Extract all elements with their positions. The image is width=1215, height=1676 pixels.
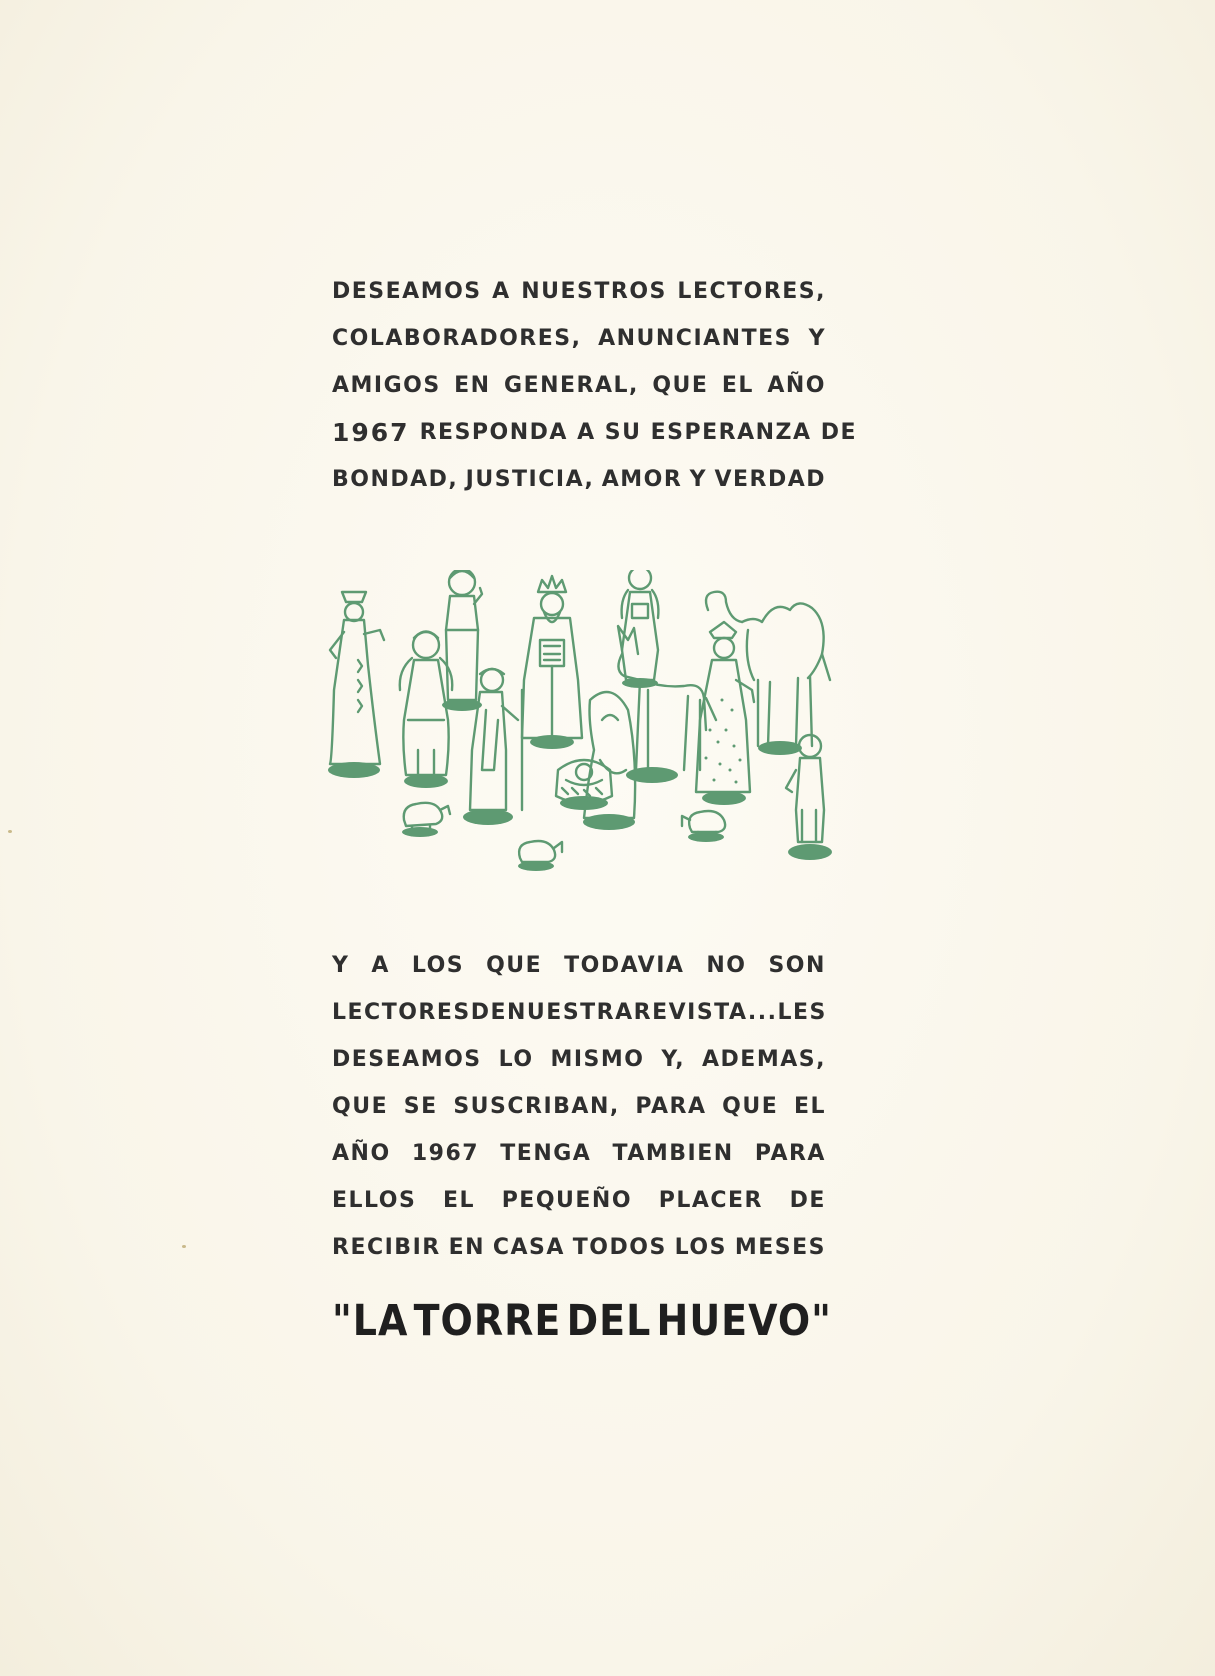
word: QUE bbox=[486, 953, 543, 978]
word: BONDAD, bbox=[332, 467, 459, 492]
word: LOS bbox=[674, 1235, 727, 1260]
paper-speck bbox=[8, 830, 12, 833]
word: EL bbox=[442, 1188, 476, 1213]
word: NUESTROS bbox=[521, 279, 667, 304]
paper-speck bbox=[182, 1245, 186, 1248]
word: 1967 bbox=[411, 1141, 480, 1166]
word: MISMO bbox=[550, 1047, 645, 1072]
word: DE bbox=[470, 1000, 508, 1025]
word: ADEMAS, bbox=[702, 1047, 826, 1072]
text-line bbox=[332, 1177, 826, 1224]
word: EN bbox=[454, 373, 491, 398]
year-highlight: 1967 bbox=[332, 418, 410, 447]
word-group: RESPONDA A SU ESPERANZA DE bbox=[419, 420, 857, 445]
word: LECTORES, bbox=[677, 279, 826, 304]
title-word: DEL bbox=[566, 1296, 652, 1346]
word: QUE bbox=[722, 1094, 779, 1119]
word: LECTORES bbox=[332, 1000, 471, 1025]
word: A bbox=[371, 953, 390, 978]
word: Y bbox=[808, 326, 826, 351]
word: MESES bbox=[734, 1235, 826, 1260]
word: CASA bbox=[492, 1235, 565, 1260]
word: TODOS bbox=[572, 1235, 667, 1260]
word: Y bbox=[689, 467, 708, 492]
text-line bbox=[332, 989, 826, 1036]
word: AMOR bbox=[601, 467, 683, 492]
title-word: "LA bbox=[332, 1296, 409, 1346]
text-line bbox=[332, 409, 857, 456]
word: EN bbox=[448, 1235, 486, 1260]
magazine-title bbox=[332, 1296, 832, 1345]
word: GENERAL, bbox=[504, 373, 639, 398]
word: TENGA bbox=[500, 1141, 592, 1166]
word: SUSCRIBAN, bbox=[453, 1094, 620, 1119]
text-line bbox=[332, 1083, 826, 1130]
word: AÑO bbox=[767, 373, 826, 398]
word: SE bbox=[403, 1094, 438, 1119]
text-line bbox=[332, 315, 826, 362]
word: SON bbox=[768, 953, 826, 978]
word: PLACER bbox=[658, 1188, 764, 1213]
text-line bbox=[332, 1224, 826, 1271]
word: DESEAMOS bbox=[332, 279, 482, 304]
word: A bbox=[492, 279, 511, 304]
word: DESEAMOS bbox=[332, 1047, 482, 1072]
word: AMIGOS bbox=[332, 373, 441, 398]
word: LES bbox=[777, 1000, 827, 1025]
text-line bbox=[332, 1036, 826, 1083]
greeting-paragraph bbox=[332, 268, 857, 503]
word: LO bbox=[498, 1047, 534, 1072]
word: Y bbox=[332, 953, 350, 978]
word: ELLOS bbox=[332, 1188, 417, 1213]
text-line bbox=[332, 456, 826, 503]
word: NUESTRA bbox=[507, 1000, 634, 1025]
title-word: HUEVO" bbox=[656, 1296, 832, 1346]
word: RECIBIR bbox=[332, 1235, 441, 1260]
word: QUE bbox=[652, 373, 709, 398]
word: AÑO bbox=[332, 1141, 391, 1166]
word: VERDAD bbox=[714, 467, 826, 492]
word: PEQUEÑO bbox=[501, 1188, 633, 1213]
word: DE bbox=[789, 1188, 826, 1213]
text-line bbox=[332, 362, 826, 409]
text-line bbox=[332, 268, 826, 315]
nativity-scene-icon bbox=[322, 570, 838, 882]
word: JUSTICIA, bbox=[465, 467, 595, 492]
word: COLABORADORES, bbox=[332, 326, 582, 351]
word: TAMBIEN bbox=[612, 1141, 734, 1166]
word: QUE bbox=[332, 1094, 389, 1119]
word: PARA bbox=[635, 1094, 707, 1119]
word: LOS bbox=[411, 953, 465, 978]
word: EL bbox=[793, 1094, 826, 1119]
text-line bbox=[332, 942, 826, 989]
word: NO bbox=[706, 953, 747, 978]
word: REVISTA... bbox=[633, 1000, 778, 1025]
text-line bbox=[332, 1130, 826, 1177]
word: TODAVIA bbox=[564, 953, 685, 978]
word: EL bbox=[721, 373, 754, 398]
subscription-paragraph bbox=[332, 942, 826, 1271]
word: Y, bbox=[661, 1047, 686, 1072]
word: ANUNCIANTES bbox=[598, 326, 792, 351]
title-word: TORRE bbox=[413, 1296, 562, 1346]
word: PARA bbox=[754, 1141, 826, 1166]
